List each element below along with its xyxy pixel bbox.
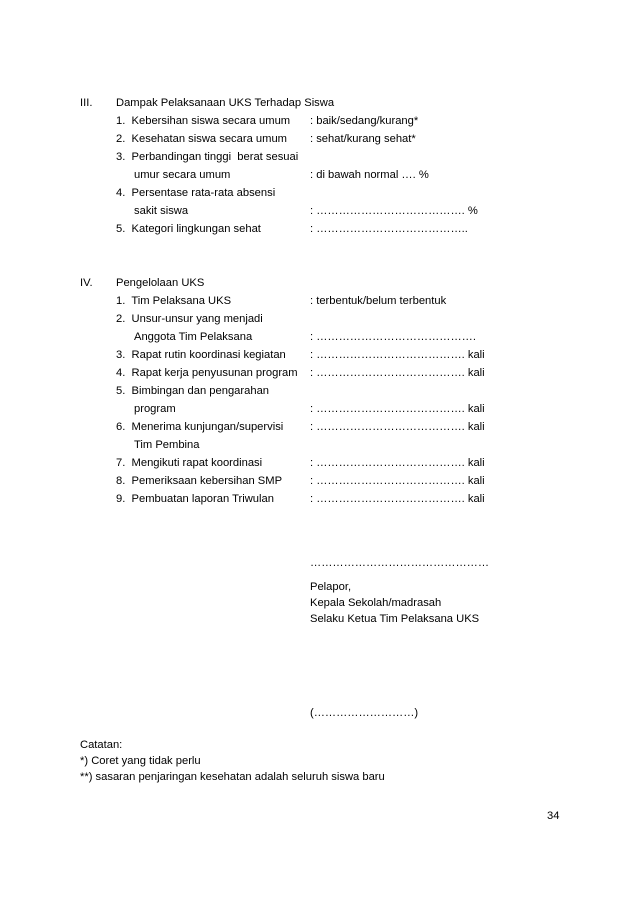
s4-item-9-value: : …………………………………. kali [310, 493, 485, 505]
s3-item-4-value: : …………………………………. % [310, 205, 478, 217]
s4-item-5-value: : …………………………………. kali [310, 403, 485, 415]
s3-item-5-value: : ………………………………….. [310, 223, 468, 235]
s3-item-2-label: 2. Kesehatan siswa secara umum [116, 133, 288, 145]
s4-item-2-value: : ……………………………………. [310, 331, 476, 343]
signature-date-line: ………………………………………… [310, 557, 489, 569]
s3-item-3-value: : di bawah normal …. % [310, 169, 429, 181]
s4-item-3-label: 3. Rapat rutin koordinasi kegiatan [116, 349, 286, 361]
s3-item-5-label: 5. Kategori lingkungan sehat [116, 223, 261, 235]
signature-role-2: Selaku Ketua Tim Pelaksana UKS [310, 613, 480, 625]
s3-item-1-label: 1. Kebersihan siswa secara umum [116, 115, 291, 127]
notes-heading: Catatan: [80, 739, 123, 751]
section-4-title: Pengelolaan UKS [116, 277, 205, 289]
s4-item-6-value: : …………………………………. kali [310, 421, 485, 433]
s3-item-2-value: : sehat/kurang sehat* [310, 133, 416, 145]
s4-item-9-label: 9. Pembuatan laporan Triwulan [116, 493, 274, 505]
section-4-numeral: IV. [80, 277, 93, 289]
page-number: 34 [547, 810, 560, 822]
s4-item-2-label: 2. Unsur-unsur yang menjadi [116, 313, 263, 325]
s4-item-1-value: : terbentuk/belum terbentuk [310, 295, 447, 307]
signature-role-1: Kepala Sekolah/madrasah [310, 597, 442, 609]
section-3-title: Dampak Pelaksanaan UKS Terhadap Siswa [116, 97, 335, 109]
s4-item-5-cont: program [134, 403, 176, 415]
s4-item-5-label: 5. Bimbingan dan pengarahan [116, 385, 270, 397]
signature-name-line: (………………………) [310, 707, 419, 719]
section-3-numeral: III. [80, 97, 93, 109]
s4-item-1-label: 1. Tim Pelaksana UKS [116, 295, 232, 307]
s3-item-4-label: 4. Persentase rata-rata absensi [116, 187, 276, 199]
s4-item-8-value: : …………………………………. kali [310, 475, 485, 487]
note-1: *) Coret yang tidak perlu [80, 755, 201, 767]
s4-item-3-value: : …………………………………. kali [310, 349, 485, 361]
s4-item-7-label: 7. Mengikuti rapat koordinasi [116, 457, 263, 469]
s3-item-4-cont: sakit siswa [134, 205, 189, 217]
s3-item-1-value: : baik/sedang/kurang* [310, 115, 419, 127]
s4-item-8-label: 8. Pemeriksaan kebersihan SMP [116, 475, 283, 487]
s4-item-6-cont: Tim Pembina [134, 439, 200, 451]
note-2: **) sasaran penjaringan kesehatan adalah seluruh siswa baru [80, 771, 385, 783]
s4-item-6-label: 6. Menerima kunjungan/supervisi [116, 421, 284, 433]
s4-item-7-value: : …………………………………. kali [310, 457, 485, 469]
s4-item-4-label: 4. Rapat kerja penyusunan program [116, 367, 298, 379]
s4-item-4-value: : …………………………………. kali [310, 367, 485, 379]
s3-item-3-label: 3. Perbandingan tinggi berat sesuai [116, 151, 299, 163]
s4-item-2-cont: Anggota Tim Pelaksana [134, 331, 253, 343]
s3-item-3-cont: umur secara umum [134, 169, 231, 181]
signature-reporter: Pelapor, [310, 581, 352, 593]
